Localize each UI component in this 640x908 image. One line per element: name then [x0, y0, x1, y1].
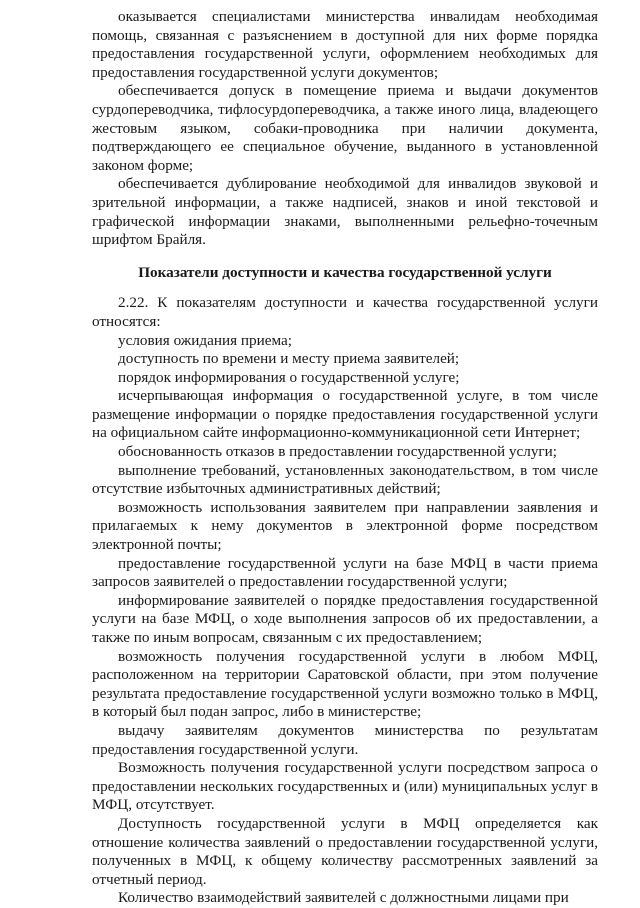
list-item: обоснованность отказов в предоставлении государственной услуги; — [118, 443, 558, 461]
list-item: порядок информирования о государственной услуге; — [118, 368, 460, 386]
paragraph: Доступность государственной услуги в МФЦ определяется как отношение количества заявлений о предоставлении государственной услуги, полученных в МФЦ, к общему количеству рассмотренных заявлений за отчетный период. — [92, 814, 598, 888]
list-item: условия ожидания приема; — [118, 331, 292, 349]
paragraph: Количество взаимодействий заявителей с должностными лицами при — [118, 889, 569, 907]
document-body — [92, 8, 598, 908]
section-heading: Показатели доступности и качества государственной услуги — [138, 263, 552, 281]
list-item: предоставление государственной услуги на базе МФЦ в части приема запросов заявителей о предоставлении государственной услуги; — [92, 554, 598, 591]
list-item: выдачу заявителям документов министерства по результатам предоставления государственной услуги. — [92, 721, 598, 758]
list-item: возможность получения государственной услуги в любом МФЦ, расположенном на территории Саратовской области, при этом получение результата предоставление государственной услуги возможно только в МФЦ, в который был подан запрос, либо в министерстве; — [92, 647, 598, 721]
paragraph: обеспечивается допуск в помещение приема и выдачи документов сурдопереводчика, тифлосурдопереводчика, а также иного лица, владеющего жестовым языком, собаки-проводника при наличии документа, подтверждающего ее специальное обучение, выданного в установленной законом форме; — [92, 82, 598, 174]
list-item: информирование заявителей о порядке предоставления государственной услуги на базе МФЦ, о ходе выполнения запросов об их предоставлении, а также по иным вопросам, связанным с их предоставлением; — [92, 591, 598, 646]
paragraph: Возможность получения государственной услуги посредством запроса о предоставлении нескольких государственных и (или) муниципальных услуг в МФЦ, отсутствует. — [92, 759, 598, 814]
list-item: доступность по времени и месту приема заявителей; — [118, 350, 460, 368]
paragraph: обеспечивается дублирование необходимой для инвалидов звуковой и зрительной информации, а также надписей, знаков и иной текстовой и графической информации знаками, выполненными рельефно-точечным шрифтом Брайля. — [92, 175, 598, 249]
list-item: выполнение требований, установленных законодательством, в том числе отсутствие избыточных административных действий; — [92, 461, 598, 498]
paragraph: оказывается специалистами министерства инвалидам необходимая помощь, связанная с разъяснением в доступной для них форме порядка предоставления государственной услуги, оформлением необходимых для предоставления государственной услуги документов; — [92, 8, 598, 81]
list-item: исчерпывающая информация о государственной услуге, в том числе размещение информации о порядке предоставления государственной услуги на официальном сайте информационно-коммуникационной сети Интернет; — [92, 387, 598, 442]
list-item: возможность использования заявителем при направлении заявления и прилагаемых к нему документов в электронной форме посредством электронной почты; — [92, 498, 598, 554]
paragraph: 2.22. К показателям доступности и качества государственной услуги относятся: — [92, 294, 598, 330]
